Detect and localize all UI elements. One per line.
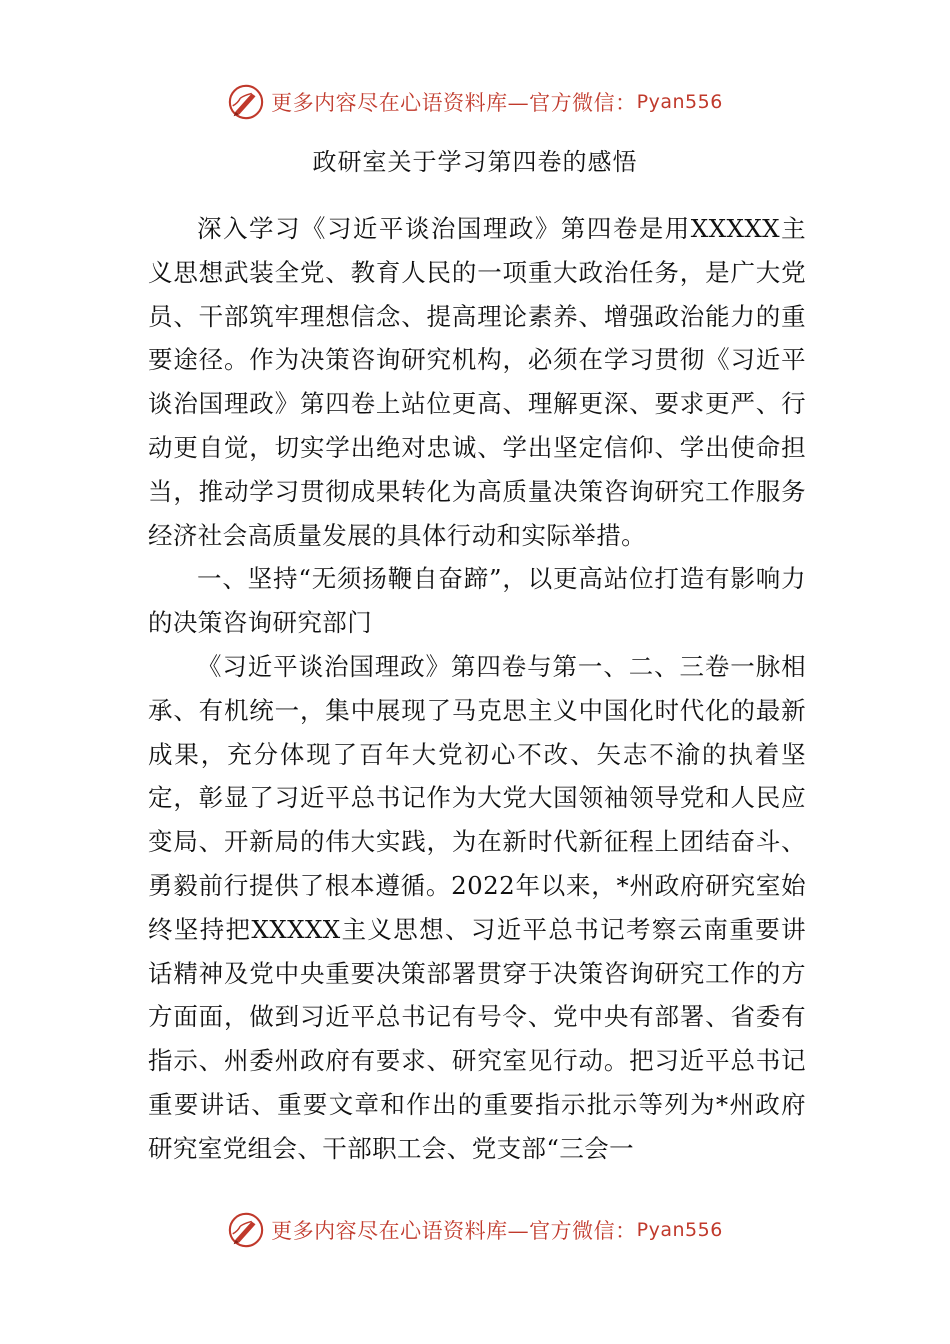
footer-watermark (0, 1208, 950, 1252)
paragraph-intro: 深入学习《习近平谈治国理政》第四卷是用XXXXX主义思想武装全党、教育人民的一项重大政治任务，是广大党员、干部筑牢理想信念、提高理论素养、增强政治能力的重要途径。作为决策咨询研究机构，必须在学习贯彻《习近平谈治国理政》第四卷上站位更高、理解更深、要求更严、行动更自觉，切实学出绝对忠诚、学出坚定信仰、学出使命担当，推动学习贯彻成果转化为高质量决策咨询研究工作服务经济社会高质量发展的具体行动和实际举措。 (148, 214, 806, 550)
paragraph-section-1: 《习近平谈治国理政》第四卷与第一、二、三卷一脉相承、有机统一，集中展现了马克思主义中国化时代化的最新成果，充分体现了百年大党初心不改、矢志不渝的执着坚定，彰显了习近平总书记作为大党大国领袖领导党和人民应变局、开新局的伟大实践，为在新时代新征程上团结奋斗、勇毅前行提供了根本遵循。2022年以来，*州政府研究室始终坚持把XXXXX主义思想、习近平总书记考察云南重要讲话精神及党中央重要决策部署贯穿于决策咨询研究工作的方方面面，做到习近平总书记有号令、党中央有部署、省委有指示、州委州政府有要求、研究室见行动。把习近平总书记重要讲话、重要文章和作出的重要指示批示等列为*州政府研究室党组会、干部职工会、党支部“三会一 (148, 651, 806, 1163)
pen-logo-icon (227, 1211, 265, 1249)
document-body (148, 207, 806, 1171)
watermark-text: 更多内容尽在心语资料库—官方微信： (271, 1219, 637, 1243)
section-heading-1: 一、坚持“无须扬鞭自奋蹄”，以更高站位打造有影响力的决策咨询研究部门 (148, 564, 806, 638)
header-watermark (0, 80, 950, 124)
document-title: 政研室关于学习第四卷的感悟 (312, 148, 638, 176)
watermark-handle: Pyan556 (636, 1219, 723, 1241)
watermark-text: 更多内容尽在心语资料库—官方微信： (271, 91, 637, 115)
watermark-handle: Pyan556 (636, 91, 723, 113)
pen-logo-icon (227, 83, 265, 121)
